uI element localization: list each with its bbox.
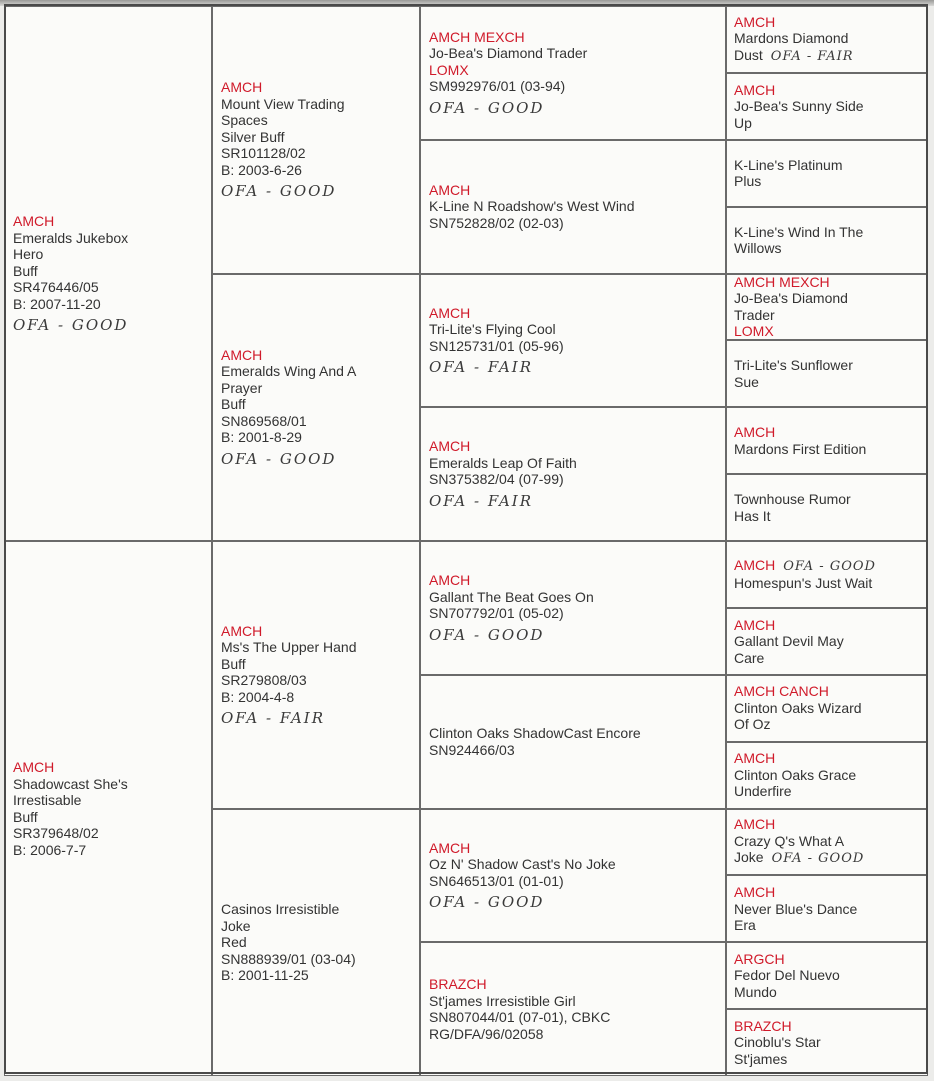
registration: RG/DFA/96/02058 — [429, 1025, 544, 1042]
dog-name: K-Line's Platinum — [734, 156, 843, 173]
registration: SN375382/04 (07-99) — [429, 471, 564, 488]
coat-color: Buff — [13, 808, 38, 825]
dog-name: Up — [734, 114, 752, 131]
registration: SR101128/02 — [221, 145, 306, 162]
title-badge: AMCH — [429, 181, 471, 198]
dog-name: Jo-Bea's Diamond Trader — [429, 45, 588, 62]
title-badge: AMCH — [221, 79, 263, 96]
dog-name-row — [734, 849, 921, 868]
dog-name: Underfire — [734, 783, 792, 800]
dog-name: Hero — [13, 246, 44, 262]
dog-name: Jo-Bea's Diamond — [734, 290, 848, 307]
dog-name: Shadowcast She's — [13, 775, 128, 792]
handwritten-note: OFA - FAIR — [429, 491, 533, 510]
title-badge: AMCH — [13, 213, 55, 229]
handwritten-note: OFA - FAIR — [221, 709, 325, 727]
dog-name: Era — [734, 917, 756, 934]
coat-color: Buff — [221, 655, 246, 672]
gen3-cell — [420, 140, 726, 274]
registration: SR279808/03 — [221, 672, 307, 688]
title-badge: AMCH MEXCH — [734, 273, 830, 290]
gen3-cell — [420, 407, 726, 541]
handwritten-note: OFA - GOOD — [783, 558, 876, 574]
birth-date: B: 2006-7-7 — [13, 841, 87, 858]
title-badge: AMCH — [734, 750, 776, 767]
dog-name: Ms's The Upper Hand — [221, 639, 357, 655]
gen3-cell — [420, 6, 726, 140]
registration: SN125731/01 (05-96) — [429, 337, 564, 354]
registration: SN646513/01 (01-01) — [429, 872, 564, 889]
birth-date: B: 2004-4-8 — [221, 688, 295, 705]
gen4-cell — [726, 541, 928, 608]
dog-name: K-Line N Roadshow's West Wind — [429, 198, 635, 215]
title-badge: AMCH — [734, 556, 776, 573]
gen4-cell — [726, 140, 928, 207]
dog-name: Joke — [221, 917, 251, 934]
dog-name: Joke — [734, 849, 764, 866]
gen3-cell — [420, 541, 726, 675]
title-badge: AMCH — [734, 81, 776, 98]
registration: SR476446/05 — [13, 279, 99, 295]
dog-name: Clinton Oaks ShadowCast Encore — [429, 725, 641, 742]
dog-name: St'james Irresistible Girl — [429, 992, 576, 1009]
gen4-cell — [726, 207, 928, 274]
gen2-cell — [212, 809, 420, 1077]
dog-name: Willows — [734, 240, 782, 257]
title-badge: AMCH MEXCH — [429, 28, 525, 45]
dog-name: Mardons First Edition — [734, 440, 867, 457]
gen4-cell — [726, 675, 928, 742]
dog-name: Emeralds Wing And A — [221, 363, 357, 380]
gen2-cell — [212, 274, 420, 542]
handwritten-note: OFA - GOOD — [429, 625, 545, 644]
dog-name: Casinos Irresistible — [221, 901, 340, 917]
registration: SN707792/01 (05-02) — [429, 605, 564, 622]
gen1-cell — [4, 541, 212, 1076]
title-badge: AMCH — [734, 884, 776, 901]
dog-name: Dust — [734, 46, 763, 63]
dog-name: Cinoblu's Star — [734, 1034, 821, 1051]
dog-name: Care — [734, 649, 765, 666]
gen3-cell — [420, 809, 726, 943]
dog-name: Mundo — [734, 983, 777, 1000]
dog-name: Gallant Devil May — [734, 633, 844, 650]
title-badge: AMCH — [429, 304, 471, 321]
gen4-cell — [726, 274, 928, 341]
title-badge: AMCH — [429, 572, 471, 589]
registration: SN924466/03 — [429, 741, 515, 758]
title-badge: AMCH — [734, 424, 776, 441]
handwritten-note: OFA - GOOD — [429, 98, 545, 117]
gen4-cell — [726, 73, 928, 140]
dog-name: Jo-Bea's Sunny Side — [734, 98, 864, 115]
title-badge: LOMX — [429, 61, 469, 78]
handwritten-note: OFA - FAIR — [429, 358, 533, 377]
gen2-cell — [212, 6, 420, 274]
dog-name: Never Blue's Dance — [734, 900, 858, 917]
dog-name: Oz N' Shadow Cast's No Joke — [429, 856, 616, 873]
title-badge: AMCH CANCH — [734, 683, 829, 700]
gen4-cell — [726, 875, 928, 942]
birth-date: B: 2003-6-26 — [221, 161, 302, 178]
dog-name-row — [734, 47, 921, 66]
gen4-cell — [726, 340, 928, 407]
dog-name: Tri-Lite's Sunflower — [734, 357, 853, 374]
coat-color: Silver Buff — [221, 128, 285, 145]
coat-color: Buff — [221, 396, 246, 413]
registration: SM992976/01 (03-94) — [429, 78, 566, 95]
gen3-cell — [420, 274, 726, 408]
title-badge: AMCH — [13, 759, 55, 775]
dog-name: Spaces — [221, 112, 268, 129]
handwritten-note: OFA - FAIR — [770, 48, 854, 64]
dog-name: Townhouse Rumor — [734, 491, 851, 508]
dog-name: Fedor Del Nuevo — [734, 967, 840, 984]
dog-name: Plus — [734, 173, 762, 190]
gen3-cell — [420, 675, 726, 809]
dog-name: Of Oz — [734, 716, 771, 733]
birth-date: B: 2001-8-29 — [221, 429, 302, 446]
birth-date: B: 2001-11-25 — [221, 967, 309, 983]
gen4-cell — [726, 608, 928, 675]
title-badge: AMCH — [734, 13, 776, 30]
dog-name: Gallant The Beat Goes On — [429, 588, 594, 605]
registration: SR379648/02 — [13, 825, 99, 841]
handwritten-note: OFA - GOOD — [221, 449, 337, 468]
dog-name: Emeralds Leap Of Faith — [429, 454, 577, 471]
gen4-cell — [726, 742, 928, 809]
gen4-cell — [726, 407, 928, 474]
registration: SN869568/01 — [221, 412, 307, 429]
title-badge: AMCH — [221, 346, 263, 363]
title-badge: BRAZCH — [734, 1017, 792, 1034]
gen4-cell — [726, 1009, 928, 1076]
dog-name: Sue — [734, 373, 759, 390]
dog-name: Has It — [734, 507, 771, 524]
title-badge: BRAZCH — [429, 976, 487, 993]
registration: SN807044/01 (07-01), CBKC — [429, 1009, 611, 1026]
gen4-cell — [726, 809, 928, 876]
title-badge: AMCH — [734, 616, 776, 633]
dog-name: Homespun's Just Wait — [734, 575, 873, 592]
title-badge: AMCH — [429, 438, 471, 455]
coat-color: Buff — [13, 262, 38, 279]
gen3-cell — [420, 942, 726, 1076]
dog-name: Prayer — [221, 379, 263, 396]
title-badge: AMCH — [734, 816, 776, 833]
dog-name: Tri-Lite's Flying Cool — [429, 321, 556, 338]
birth-date: B: 2007-11-20 — [13, 295, 101, 312]
dog-name: Trader — [734, 306, 775, 323]
title-badge: AMCH — [429, 839, 471, 856]
dog-name: Irrestisable — [13, 792, 82, 808]
gen2-cell — [212, 541, 420, 809]
registration: SN888939/01 (03-04) — [221, 950, 356, 967]
gen1-cell — [4, 6, 212, 541]
dog-name: Mardons Diamond — [734, 30, 849, 47]
title-badge: LOMX — [734, 323, 774, 340]
dog-name: Mount View Trading — [221, 95, 345, 112]
dog-name: Clinton Oaks Wizard — [734, 699, 862, 716]
gen4-cell — [726, 474, 928, 541]
dog-name: Emeralds Jukebox — [13, 229, 129, 246]
dog-name: St'james — [734, 1050, 788, 1067]
coat-color: Red — [221, 934, 247, 950]
handwritten-note: OFA - GOOD — [429, 893, 545, 912]
title-badge: AMCH — [221, 622, 263, 639]
gen4-cell — [726, 942, 928, 1009]
registration: SN752828/02 (02-03) — [429, 214, 564, 231]
title-badge: ARGCH — [734, 950, 785, 967]
title-row — [734, 557, 921, 576]
handwritten-note: OFA - GOOD — [221, 182, 337, 201]
gen4-cell — [726, 6, 928, 73]
dog-name: K-Line's Wind In The — [734, 223, 864, 240]
dog-name: Crazy Q's What A — [734, 832, 845, 849]
handwritten-note: OFA - GOOD — [771, 851, 865, 867]
dog-name: Clinton Oaks Grace — [734, 766, 857, 783]
handwritten-note: OFA - GOOD — [13, 316, 129, 334]
